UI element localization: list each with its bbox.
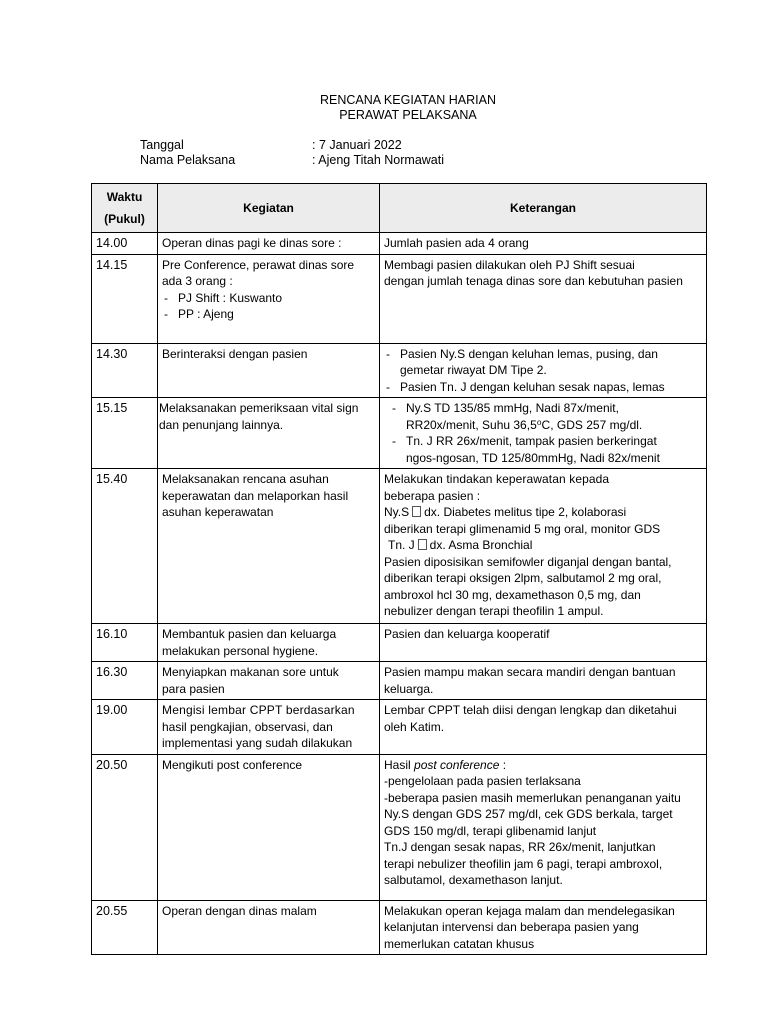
notes-bullet: - Pasien Tn. J dengan keluhan sesak napas, lemas: [384, 379, 702, 396]
row-activity: [158, 900, 380, 955]
activity-line: Operan dengan dinas malam: [162, 903, 317, 918]
row-notes: [380, 624, 707, 662]
row-activity: [158, 233, 380, 255]
checkbox-glyph-icon: [418, 539, 427, 550]
activity-line: keperawatan dan melaporkan hasil: [162, 488, 349, 503]
notes-line: Pasien dan keluarga kooperatif: [384, 627, 550, 641]
notes-line: beberapa pasien :: [384, 488, 481, 503]
header-kegiatan: Kegiatan: [158, 184, 380, 233]
meta-executor-label: Nama Pelaksana: [140, 153, 236, 167]
activity-line: Melaksanakan pemeriksaan vital sign: [159, 401, 359, 415]
row-activity: [158, 398, 380, 469]
header-waktu: [92, 184, 158, 233]
notes-line: oleh Katim.: [384, 719, 445, 734]
notes-line: -pengelolaan pada pasien terlaksana: [384, 774, 581, 788]
row-notes: [380, 254, 707, 343]
row-time: 15.40: [92, 469, 158, 624]
notes-line: Melakukan operan kejaga malam dan mendelegasikan: [384, 903, 675, 918]
document-title: RENCANA KEGIATAN HARIAN: [320, 93, 496, 107]
row-time: 15.15: [92, 398, 158, 469]
activity-line: para pasien: [162, 681, 225, 696]
notes-line: Pasien diposisikan semifowler diganjal dengan bantal,: [384, 554, 672, 569]
row-activity: [158, 662, 380, 700]
notes-hasil: Hasil: [384, 757, 411, 772]
notes-line: Pasien mampu makan secara mandiri dengan bantuan: [384, 665, 676, 679]
notes-line-dx: [384, 537, 702, 554]
notes-line: Membagi pasien dilakukan oleh PJ Shift sesuai: [384, 257, 635, 272]
table-row: [92, 398, 707, 469]
notes-line: diberikan terapi oksigen 2lpm, salbutamol 2 mg oral,: [384, 571, 662, 585]
activity-line: Menyiapkan makanan sore untuk: [162, 665, 339, 679]
row-activity: [158, 624, 380, 662]
activity-line: Berinteraksi dengan pasien: [162, 346, 308, 361]
table-header-row: [92, 184, 707, 233]
activity-line: asuhan keperawatan: [162, 505, 274, 519]
notes-bullet: - Ny.S TD 135/85 mmHg, Nadi 87x/menit,: [384, 400, 702, 417]
row-activity: [158, 254, 380, 343]
diagnosis-text: dx. Asma Bronchial: [429, 538, 533, 552]
notes-post-conference: post conference: [414, 757, 500, 772]
meta-date-label: Tanggal: [140, 138, 184, 152]
activity-line: melakukan personal hygiene.: [162, 643, 319, 658]
notes-line: Jumlah pasien ada 4 orang: [384, 236, 529, 250]
row-activity: [158, 469, 380, 624]
notes-line: Tn.J dengan sesak napas, RR 26x/menit, lanjutkan: [384, 840, 656, 854]
activity-line: Membantuk pasien dan keluarga: [162, 627, 337, 641]
table-row: [92, 900, 707, 955]
row-notes: [380, 662, 707, 700]
activity-bullet: - PJ Shift : Kuswanto: [162, 290, 375, 307]
row-notes: [380, 700, 707, 755]
checkbox-glyph-icon: [412, 506, 421, 517]
table-row: [92, 254, 707, 343]
activity-line: Mengikuti post conference: [162, 757, 303, 772]
row-activity: [158, 343, 380, 398]
row-time: 16.30: [92, 662, 158, 700]
activity-table: [91, 183, 707, 955]
table-row: [92, 233, 707, 255]
table-row: [92, 662, 707, 700]
notes-line: Ny.S dengan GDS 257 mg/dl, cek GDS berkala, target: [384, 807, 673, 821]
table-row: [92, 700, 707, 755]
row-notes: [380, 900, 707, 955]
notes-line: diberikan terapi glimenamid 5 mg oral, monitor GDS: [384, 521, 661, 536]
activity-line: Operan dinas pagi ke dinas sore :: [162, 236, 342, 250]
activity-line: Pre Conference, perawat dinas sore: [162, 257, 355, 272]
notes-line: keluarga.: [384, 681, 434, 696]
notes-line: memerlukan catatan khusus: [384, 936, 535, 951]
row-notes: [380, 233, 707, 255]
notes-line-dx: [384, 504, 702, 521]
activity-line: dan penunjang lainnya.: [159, 417, 284, 432]
row-notes: [380, 398, 707, 469]
patient-name: Ny.S: [384, 505, 410, 519]
notes-line: kelanjutan intervensi dan beberapa pasien yang: [384, 920, 639, 934]
activity-bullet: - PP : Ajeng: [162, 306, 375, 323]
patient-name: Tn. J: [388, 538, 415, 552]
notes-bullet-cont: gemetar riwayat DM Tipe 2.: [400, 363, 547, 377]
row-time: 20.50: [92, 754, 158, 900]
table-row: [92, 343, 707, 398]
meta-executor-value: : Ajeng Titah Normawati: [312, 153, 445, 167]
notes-line: -beberapa pasien masih memerlukan penanganan yaitu: [384, 790, 681, 805]
notes-line: Melakukan tindakan keperawatan kepada: [384, 472, 610, 486]
notes-line: salbutamol, dexamethason lanjut.: [384, 873, 563, 887]
row-activity: [158, 700, 380, 755]
notes-line-heading: [384, 757, 702, 774]
row-time: 20.55: [92, 900, 158, 955]
row-notes: [380, 754, 707, 900]
row-time: 14.15: [92, 254, 158, 343]
meta-date-value: : 7 Januari 2022: [312, 138, 402, 152]
activity-line: implementasi yang sudah dilakukan: [162, 736, 353, 750]
header-waktu-line2: (Pukul): [104, 212, 145, 226]
activity-line: Melaksanakan rencana asuhan: [162, 472, 329, 486]
activity-line: Mengisi lembar CPPT berdasarkan: [162, 703, 355, 717]
header-waktu-line1: Waktu: [106, 190, 143, 204]
row-time: 14.30: [92, 343, 158, 398]
notes-line: dengan jumlah tenaga dinas sore dan kebutuhan pasien: [384, 274, 683, 288]
row-notes: [380, 469, 707, 624]
diagnosis-text: dx. Diabetes melitus tipe 2, kolaborasi: [424, 505, 627, 519]
row-time: 16.10: [92, 624, 158, 662]
notes-line: ambroxol hcl 30 mg, dexamethason 0,5 mg, dan: [384, 587, 641, 602]
table-row: [92, 624, 707, 662]
row-time: 14.00: [92, 233, 158, 255]
header-keterangan: Keterangan: [380, 184, 707, 233]
row-notes: [380, 343, 707, 398]
document-subtitle: PERAWAT PELAKSANA: [339, 108, 477, 122]
table-row: [92, 754, 707, 900]
activity-line: ada 3 orang :: [162, 274, 233, 288]
activity-line: hasil pengkajian, observasi, dan: [162, 719, 333, 734]
row-time: 19.00: [92, 700, 158, 755]
table-row: [92, 469, 707, 624]
notes-line: nebulizer dengan terapi theofilin 1 ampul.: [384, 604, 604, 618]
notes-bullet-cont: RR20x/menit, Suhu 36,5⁰C, GDS 257 mg/dl.: [406, 417, 643, 432]
notes-colon: :: [502, 757, 507, 772]
notes-line: GDS 150 mg/dl, terapi glibenamid lanjut: [384, 823, 597, 838]
notes-bullet: - Tn. J RR 26x/menit, tampak pasien berkeringat: [384, 433, 702, 450]
notes-line: terapi nebulizer theofilin jam 6 pagi, terapi ambroxol,: [384, 856, 663, 871]
notes-bullet: - Pasien Ny.S dengan keluhan lemas, pusing, dan: [384, 346, 702, 363]
notes-bullet-cont: ngos-ngosan, TD 125/80mmHg, Nadi 82x/menit: [406, 450, 660, 465]
notes-line: Lembar CPPT telah diisi dengan lengkap dan diketahui: [384, 703, 677, 717]
row-activity: [158, 754, 380, 900]
